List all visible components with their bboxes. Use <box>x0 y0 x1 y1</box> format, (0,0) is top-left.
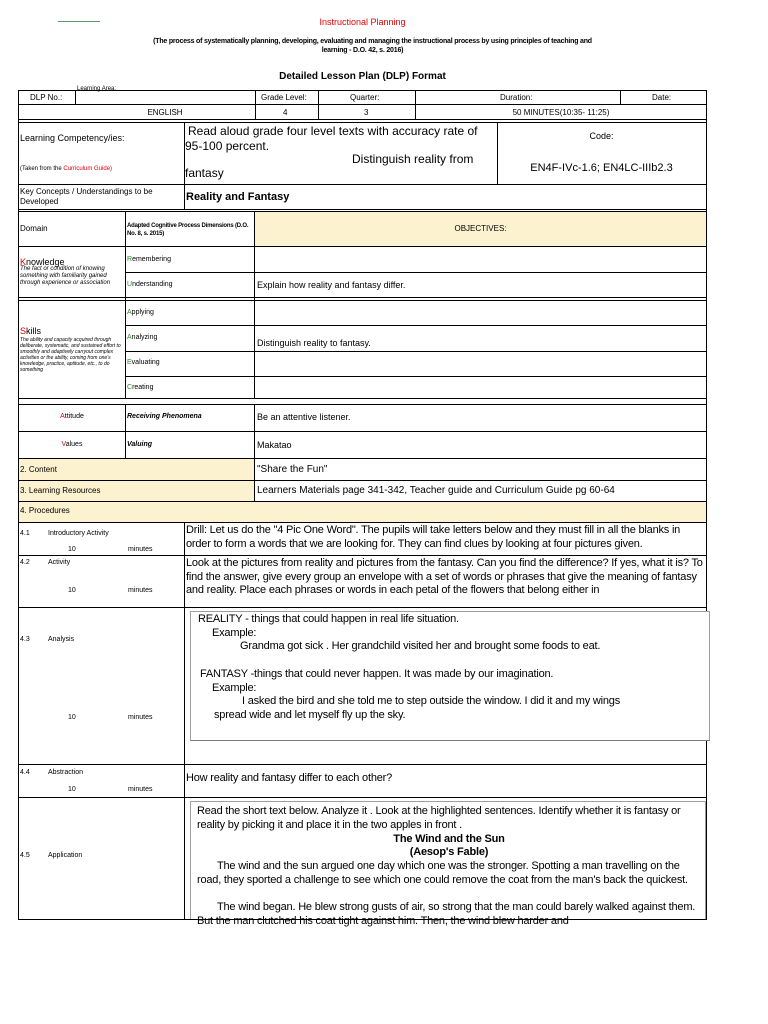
code-label: Code: <box>589 131 614 141</box>
procedure-4-5-title: Application <box>48 852 83 859</box>
remembering-initial: R <box>127 256 133 263</box>
page-subtitle-line2: learning - D.O. 42, s. 2016) <box>321 47 404 54</box>
applying-initial: A <box>127 309 132 316</box>
competency-note-source: Curriculum Guide) <box>63 166 113 172</box>
evaluating-initial: E <box>127 359 132 366</box>
duration-value: 50 MINUTES(10:35- 11:25) <box>512 108 610 117</box>
procedure-4-3-minutes: minutes <box>128 714 153 721</box>
competency-line4: fantasy <box>185 166 224 180</box>
procedure-4-1-num: 4.1 <box>20 530 30 537</box>
procedure-4-4-text: How reality and fantasy differ to each other? <box>186 772 393 784</box>
values-label <box>19 441 125 448</box>
values-rest: alues <box>65 441 83 448</box>
analyzing-label <box>127 334 157 341</box>
skills-rest: kills <box>26 326 42 336</box>
content-label: 2. Content <box>20 465 57 474</box>
fantasy-definition: FANTASY -things that could never happen. It was made by our imagination. <box>200 668 554 680</box>
fantasy-example-label: Example: <box>212 682 257 694</box>
procedures-label: 4. Procedures <box>20 506 70 515</box>
understanding-objective: Explain how reality and fantasy differ. <box>257 280 406 290</box>
values-initial: V <box>61 441 66 448</box>
objectives-label: OBJECTIVES: <box>454 224 507 233</box>
page-title: Instructional Planning <box>319 17 406 27</box>
understanding-label <box>127 281 173 288</box>
knowledge-rest: nowledge <box>26 257 65 267</box>
story-paragraph-1: The wind and the sun argued one day which one was the stronger. Spotting a man travelling on the road, they sported a challenge to see which one could remove the coat from the man's back the quickest. <box>197 860 688 886</box>
fantasy-example-line2: spread wide and let myself fly up the sky. <box>214 709 406 721</box>
dlp-no-label: DLP No.: <box>30 93 63 102</box>
attitude-rest: ttitude <box>64 413 84 420</box>
key-concepts-value: Reality and Fantasy <box>186 191 290 203</box>
process-dimensions-label: Adapted Cognitive Process Dimensions (D.O. No. 8, s. 2015) <box>127 223 249 237</box>
skills-label <box>20 326 41 336</box>
skills-description: The ability and capacity acquired through deliberate, systematic, and sustained effort to smoothly and adaptively carryout complex activities or the ability, coming from one's knowledge, practice, aptitude, etc., to do something <box>20 337 121 373</box>
procedure-4-4-time: 10 <box>68 786 76 793</box>
page-subtitle-line1: (The process of systematically planning, developing, evaluating and managing the instructional process by using principles of teaching and <box>153 38 592 45</box>
procedure-4-1-title: Introductory Activity <box>48 530 109 537</box>
procedure-4-2-minutes: minutes <box>128 587 153 594</box>
competency-line1: Read aloud grade four level texts with accuracy rate of <box>188 124 478 138</box>
attitude-process: Receiving Phenomena <box>127 413 202 420</box>
attitude-objective: Be an attentive listener. <box>257 412 351 422</box>
code-value: EN4F-IVc-1.6; EN4LC-IIIb2.3 <box>530 162 673 174</box>
procedure-4-4-minutes: minutes <box>128 786 153 793</box>
creating-rest: reating <box>132 384 154 391</box>
duration-label: Duration: <box>500 93 533 102</box>
reality-example: Grandma got sick . Her grandchild visited her and brought some foods to eat. <box>240 640 601 652</box>
values-process: Valuing <box>127 441 153 448</box>
domain-label: Domain <box>20 224 48 233</box>
knowledge-description: The fact or condition of knowing something with familiarity gained through experience or association <box>20 266 111 286</box>
procedure-4-3-time: 10 <box>68 714 76 721</box>
key-concepts-label: Key Concepts / Understandings to be Developed <box>20 187 153 206</box>
understanding-rest: nderstanding <box>132 281 173 288</box>
content-value: "Share the Fun" <box>257 464 328 475</box>
resources-label: 3. Learning Resources <box>20 486 101 495</box>
evaluating-rest: valuating <box>131 359 160 366</box>
competency-line3: Distinguish reality from <box>352 152 474 166</box>
competency-line2: 95-100 percent. <box>185 139 270 153</box>
application-textbox <box>190 801 706 927</box>
competency-label: Learning Competency/ies: <box>20 133 125 143</box>
procedure-4-1-text: Drill: Let us do the "4 Pic One Word". The pupils will take letters below and they must fill in all the blanks in order to form a words that we are looking for. They can find clues by looking at four pictures given. <box>186 524 681 550</box>
grade-level-label: Grade Level: <box>261 93 307 102</box>
fantasy-example-line1: I asked the bird and she told me to step outside the window. I did it and my wings <box>242 695 620 707</box>
quarter-label: Quarter: <box>350 93 380 102</box>
format-title: Detailed Lesson Plan (DLP) Format <box>279 71 446 82</box>
procedure-4-2-time: 10 <box>68 587 76 594</box>
applying-label <box>127 309 154 316</box>
learning-area-label: Learning Area: <box>77 86 117 92</box>
applying-rest: pplying <box>131 309 154 316</box>
analyzing-objective: Distinguish reality to fantasy. <box>257 338 371 348</box>
creating-initial: C <box>127 384 133 391</box>
analyzing-initial: A <box>127 334 132 341</box>
remembering-rest: emembering <box>132 256 171 263</box>
procedure-4-3-num: 4.3 <box>20 636 30 643</box>
procedure-4-3-title: Analysis <box>48 636 75 643</box>
story-subtitle: (Aesop's Fable) <box>409 846 489 858</box>
competency-note <box>20 166 112 172</box>
reality-example-label: Example: <box>212 627 257 639</box>
procedure-4-4-title: Abstraction <box>48 769 84 776</box>
application-instructions: Read the short text below. Analyze it . Look at the highlighted sentences. Identify whether it is fantasy or reality by picking it and place it in the two apples in front . <box>197 805 681 831</box>
values-objective: Makatao <box>257 440 292 450</box>
procedure-4-2-text: Look at the pictures from reality and pictures from the fantasy. Can you find the difference? If yes, what it is? To find the answer, give every group an envelope with a set of words or phrases that give the meaning of fantasy and reality. Place each phrases or words in each petal of the flowers that belong either in <box>186 557 703 596</box>
quarter-value: 3 <box>364 108 369 117</box>
evaluating-label <box>127 359 160 366</box>
competency-note-prefix: (Taken from the <box>20 166 64 172</box>
procedure-4-1-minutes: minutes <box>128 546 153 553</box>
procedure-4-5-num: 4.5 <box>20 852 30 859</box>
procedures-label-fill <box>19 502 706 522</box>
creating-label <box>127 384 153 391</box>
learning-area-value: ENGLISH <box>147 108 183 117</box>
skills-initial: S <box>20 326 27 336</box>
attitude-label <box>19 413 125 420</box>
procedure-4-4-num: 4.4 <box>20 769 30 776</box>
grade-level-value: 4 <box>283 108 288 117</box>
procedure-4-2-title: Activity <box>48 559 71 566</box>
knowledge-initial: K <box>20 257 27 267</box>
understanding-initial: U <box>127 281 133 288</box>
story-title: The Wind and the Sun <box>393 833 505 845</box>
date-label: Date: <box>652 93 672 102</box>
reality-definition: REALITY - things that could happen in real life situation. <box>198 613 459 625</box>
attitude-initial: A <box>60 413 65 420</box>
story-paragraph-2: The wind began. He blew strong gusts of air, so strong that the man could barely walked against them. But the man clutched his coat tight against him. Then, the wind blew harder and <box>197 901 696 927</box>
procedure-4-1-time: 10 <box>68 546 76 553</box>
resources-value: Learners Materials page 341-342, Teacher guide and Curriculum Guide pg 60-64 <box>257 485 615 496</box>
analyzing-rest: nalyzing <box>131 334 158 341</box>
procedure-4-2-num: 4.2 <box>20 559 30 566</box>
remembering-label <box>127 256 171 263</box>
